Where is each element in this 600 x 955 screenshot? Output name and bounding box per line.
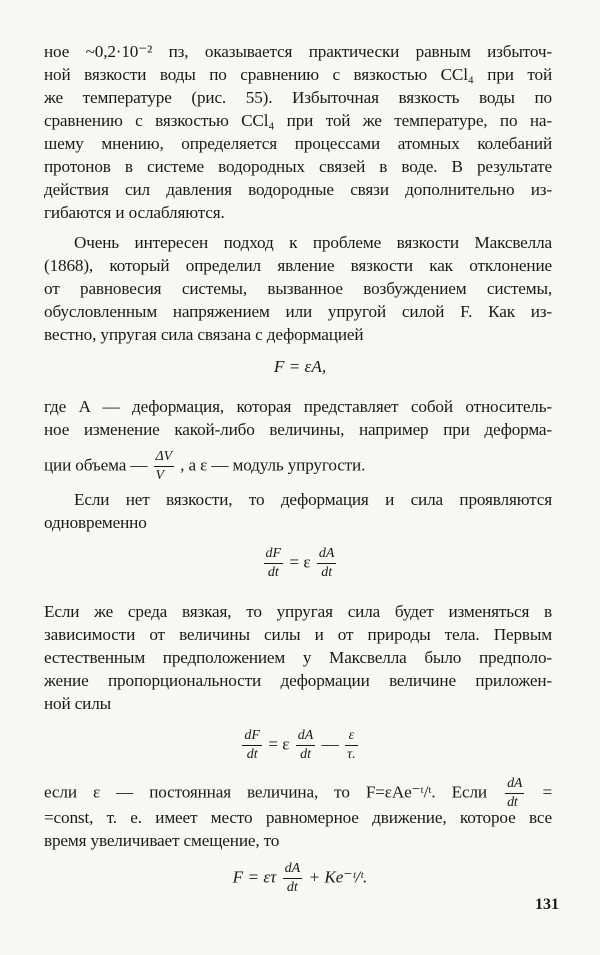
text-line: Очень интересен подход к проблеме вязкости Максвелла [74, 233, 552, 252]
text-line: Если нет вязкости, то деформация и сила проявляются [74, 490, 552, 509]
text-line: ное изменение какой-либо величины, например при деформа- [44, 420, 552, 439]
formula-maxwell: $\frac{dF}{dt}$ = ε $\frac{dA}{dt}$ — $\frac{\varepsilon}{\tau.}$ [244, 728, 356, 762]
text-line: естественным предположением у Максвелла было предполо- [44, 648, 552, 667]
page-number: 131 [535, 896, 559, 913]
text-line: ное ~0,2·10⁻² пз, оказывается практически равным избыточ- [44, 42, 552, 61]
text-line: жение пропорциональности деформации величине приложен- [44, 671, 552, 690]
text-line: одновременно [44, 513, 147, 532]
text-line: где A — деформация, которая представляет собой относитель- [44, 397, 552, 416]
formula-f-eps-tau: F = ετ $\frac{dA}{dt}$ + Ke⁻ᵗ/ᵗ. [232, 861, 368, 895]
text-line: от равновесия системы, вызванное возбуждением системы, [44, 279, 552, 298]
text-line: =const, т. е. имеет место равномерное движение, которое все [44, 808, 552, 827]
text-line: Если же среда вязкая, то упругая сила будет изменяться в [44, 602, 552, 621]
text-line: если ε — постоянная величина, то F=εAe⁻ᵗ/ᵗ. Если $\frac{dA}{dt}$ = [44, 776, 552, 810]
text-line: (1868), который определил явление вязкости как отклонение [44, 256, 552, 275]
formula-f-eps-a: F = εA, [273, 357, 327, 376]
text-line: ной силы [44, 694, 112, 713]
text-line: зависимости от величины силы и от природы тела. Первым [44, 625, 552, 644]
text-line: шему мнению, определяется процессами атомных колебаний [44, 134, 552, 153]
text-line: ции объема — $\frac{\Delta V}{V}$ , а ε — модуль упругости. [44, 449, 366, 483]
text-line: гибаются и ослабляются. [44, 203, 225, 222]
text-line: ной вязкости воды по сравнению с вязкостью CCl₄ при той [44, 65, 552, 84]
text-line: сравнению с вязкостью CCl₄ при той же температуре, по на- [44, 111, 552, 130]
formula-df-dt: $\frac{dF}{dt}$ = ε $\frac{dA}{dt}$ [265, 546, 335, 580]
fraction-dv-v: $\frac{\Delta V}{V}$ [155, 449, 173, 483]
text-line: обусловленным напряжением или упругой силой F. Как из- [44, 302, 552, 321]
text-line: действия сил давления водородные связи дополнительно из- [44, 180, 552, 199]
text-line: же температуре (рис. 55). Избыточная вязкость воды по [44, 88, 552, 107]
text-line: вестно, упругая сила связана с деформацией [44, 325, 364, 344]
text-line: протонов в системе водородных связей в воде. В результате [44, 157, 552, 176]
text-line: время увеличивает смещение, то [44, 831, 280, 850]
